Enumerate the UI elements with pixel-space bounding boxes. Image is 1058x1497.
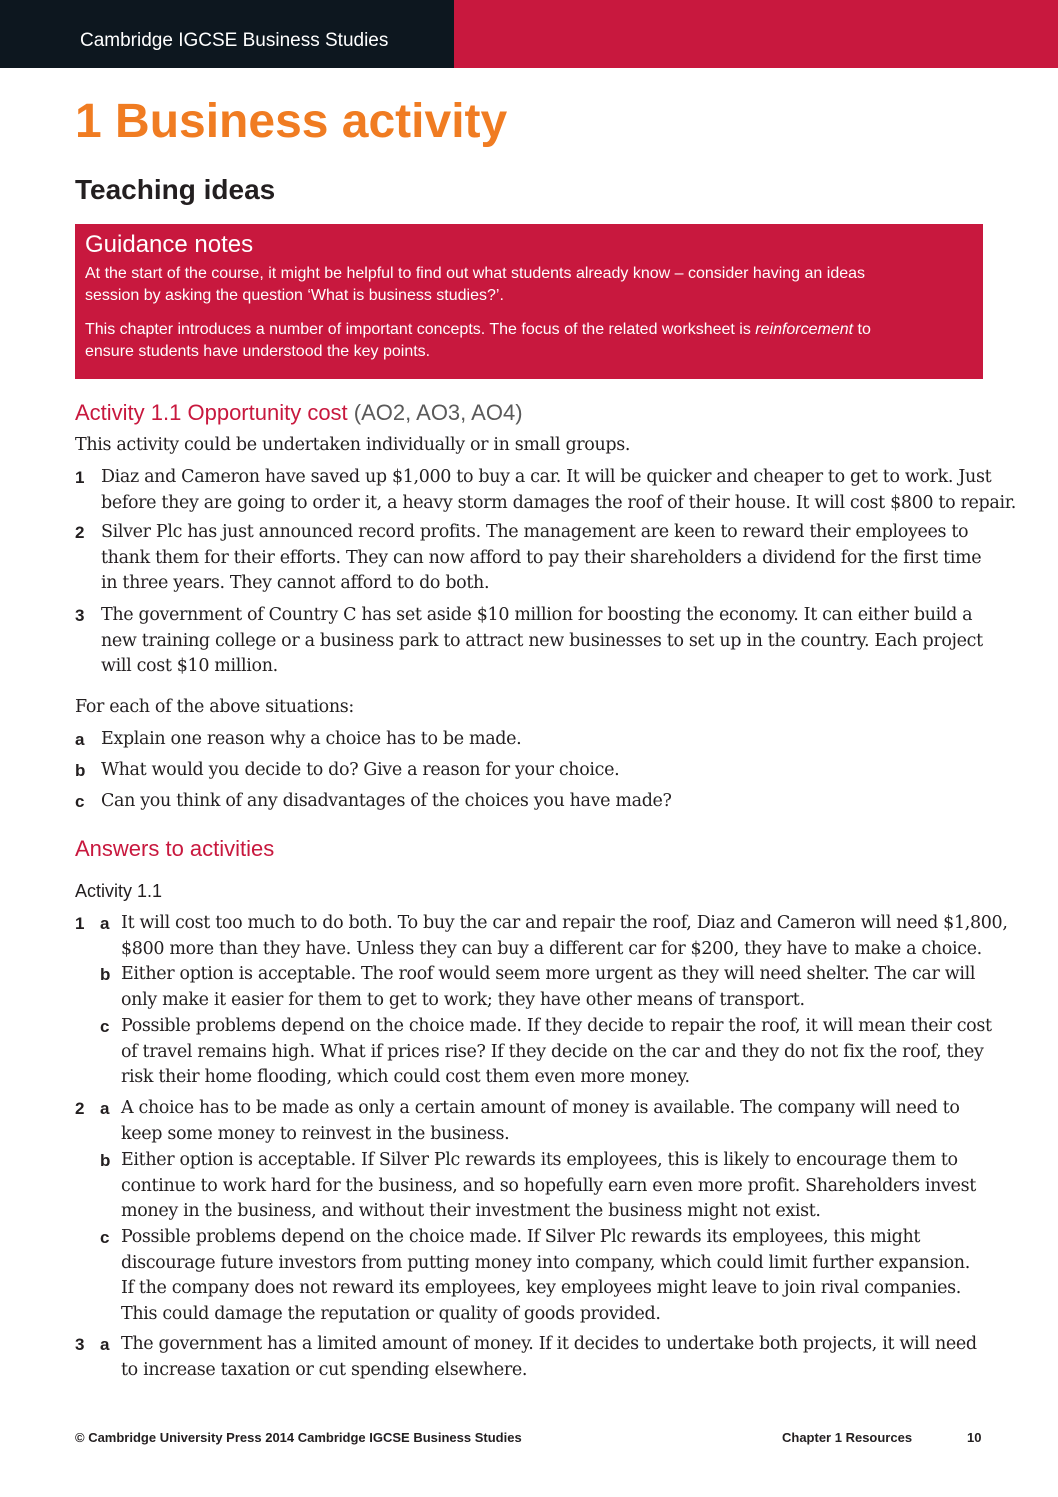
answer-line: $800 more than they have. Unless they can buy a different car for $200, they have to make a choice.	[121, 938, 982, 959]
answer-1b	[121, 962, 975, 1013]
answer-2b	[121, 1148, 976, 1225]
answer-line: A choice has to be made as only a certain amount of money is available. The company will need to	[121, 1098, 960, 1118]
header-red-band	[454, 0, 1058, 68]
question-b: What would you decide to do? Give a reason for your choice.	[101, 760, 620, 780]
item-line: in three years. They cannot afford to do both.	[101, 573, 490, 593]
answer-line: of travel remains high. What if prices rise? If they decide on the car and they do not fix the roof, they	[121, 1041, 984, 1062]
answer-line: The government has a limited amount of money. If it decides to undertake both projects, it will need	[121, 1334, 977, 1354]
guidance-p2-emphasis: reinforcement	[755, 321, 854, 338]
footer-page-number: 10	[967, 1430, 982, 1445]
answer-line: It will cost too much to do both. To buy the car and repair the roof, Diaz and Cameron will need $1,800,	[121, 913, 1008, 933]
footer-copyright: © Cambridge University Press 2014 Cambridge IGCSE Business Studies	[75, 1430, 522, 1445]
answer-line: to increase taxation or cut spending elsewhere.	[121, 1359, 528, 1380]
guidance-heading: Guidance notes	[85, 231, 254, 258]
activity-objectives: (AO2, AO3, AO4)	[347, 400, 523, 425]
answer-letter: b	[100, 965, 111, 984]
answer-line: Either option is acceptable. If Silver Plc rewards its employees, this is likely to encourage them to	[121, 1150, 958, 1170]
item-line: Silver Plc has just announced record profits. The management are keen to reward their employees to	[101, 522, 969, 542]
guidance-p2-line1-end: to	[853, 321, 871, 338]
question-letter: c	[75, 792, 85, 811]
activity-item-number: 1	[75, 468, 85, 487]
answer-letter: c	[100, 1228, 110, 1247]
answer-line: Possible problems depend on the choice made. If Silver Plc rewards its employees, this might	[121, 1227, 921, 1247]
footer-chapter: Chapter 1 Resources	[782, 1430, 913, 1445]
answer-line: risk their home flooding, which could cost them even more money.	[121, 1067, 690, 1087]
answer-letter: a	[100, 914, 110, 933]
answer-line: keep some money to reinvest in the business.	[121, 1123, 510, 1144]
chapter-title: 1 Business activity	[75, 95, 508, 148]
item-line: The government of Country C has set aside $10 million for boosting the economy. It can either build a	[101, 605, 973, 625]
section-title: Teaching ideas	[75, 174, 276, 205]
activity-item-number: 2	[75, 523, 85, 542]
activity-title	[75, 399, 523, 427]
activity-item-1	[101, 465, 1016, 516]
guidance-paragraph-2	[85, 319, 965, 363]
answers-title: Answers to activities	[75, 836, 275, 861]
for-each-text: For each of the above situations:	[75, 697, 354, 717]
answer-letter: b	[100, 1151, 111, 1170]
answers-subtitle: Activity 1.1	[75, 881, 163, 901]
activity-title-text: Activity 1.1 Opportunity cost	[75, 400, 348, 425]
answer-line: Either option is acceptable. The roof would seem more urgent as they will need shelter. The car will	[121, 964, 976, 984]
item-line: new training college or a business park to attract new businesses to set up in the country. Each project	[101, 630, 983, 651]
answer-1a	[121, 911, 1008, 962]
question-letter: a	[75, 730, 85, 749]
answer-line: only make it easier for them to get to work; they have other means of transport.	[121, 989, 805, 1010]
answer-1c	[121, 1014, 992, 1091]
answer-line: Possible problems depend on the choice made. If they decide to repair the roof, it will mean their cost	[121, 1016, 992, 1036]
activity-item-3	[101, 603, 983, 680]
item-line: will cost $10 million.	[101, 656, 278, 676]
question-a: Explain one reason why a choice has to be made.	[101, 729, 522, 749]
answer-number: 3	[75, 1335, 85, 1354]
item-line: before they are going to order it, a heavy storm damages the roof of their house. It will cost $800 to repair.	[101, 492, 1017, 513]
answer-line: money in the business, and without their investment the business might not exist.	[121, 1201, 821, 1221]
guidance-notes-box	[75, 224, 983, 379]
answer-line: If the company does not reward its employees, key employees might leave to join rival companies.	[121, 1278, 961, 1298]
guidance-p2-line2: ensure students have understood the key points.	[85, 343, 431, 360]
guidance-p2-line1-start: This chapter introduces a number of important concepts. The focus of the related worksheet is	[85, 321, 756, 338]
answer-line: continue to work hard for the business, and so hopefully earn even more profit. Shareholders invest	[121, 1175, 976, 1196]
answer-2c	[121, 1225, 970, 1327]
answer-2a	[121, 1096, 960, 1147]
question-letter: b	[75, 761, 86, 780]
activity-item-2	[101, 520, 981, 597]
answer-line: This could damage the reputation or quality of goods provided.	[121, 1303, 661, 1324]
question-c: Can you think of any disadvantages of the choices you have made?	[101, 791, 672, 811]
item-line: thank them for their efforts. They can now afford to pay their shareholders a dividend for the first time	[101, 547, 982, 568]
activity-item-number: 3	[75, 606, 85, 625]
answer-letter: c	[100, 1017, 110, 1036]
guidance-p1-line1: At the start of the course, it might be helpful to find out what students already know – consider having an ideas	[85, 265, 866, 282]
answer-letter: a	[100, 1335, 110, 1354]
answer-3a	[121, 1332, 977, 1383]
guidance-p1-line2: session by asking the question ‘What is business studies?’.	[85, 287, 504, 304]
header-title: Cambridge IGCSE Business Studies	[80, 30, 389, 51]
answer-letter: a	[100, 1099, 110, 1118]
answer-line: discourage future investors from putting money into company, which could limit further expansion.	[121, 1252, 970, 1273]
answer-number: 2	[75, 1099, 85, 1118]
activity-intro: This activity could be undertaken individually or in small groups.	[75, 435, 631, 455]
answer-number: 1	[75, 914, 85, 933]
guidance-paragraph-1	[85, 263, 965, 307]
item-line: Diaz and Cameron have saved up $1,000 to buy a car. It will be quicker and cheaper to get to work. Just	[101, 467, 992, 487]
